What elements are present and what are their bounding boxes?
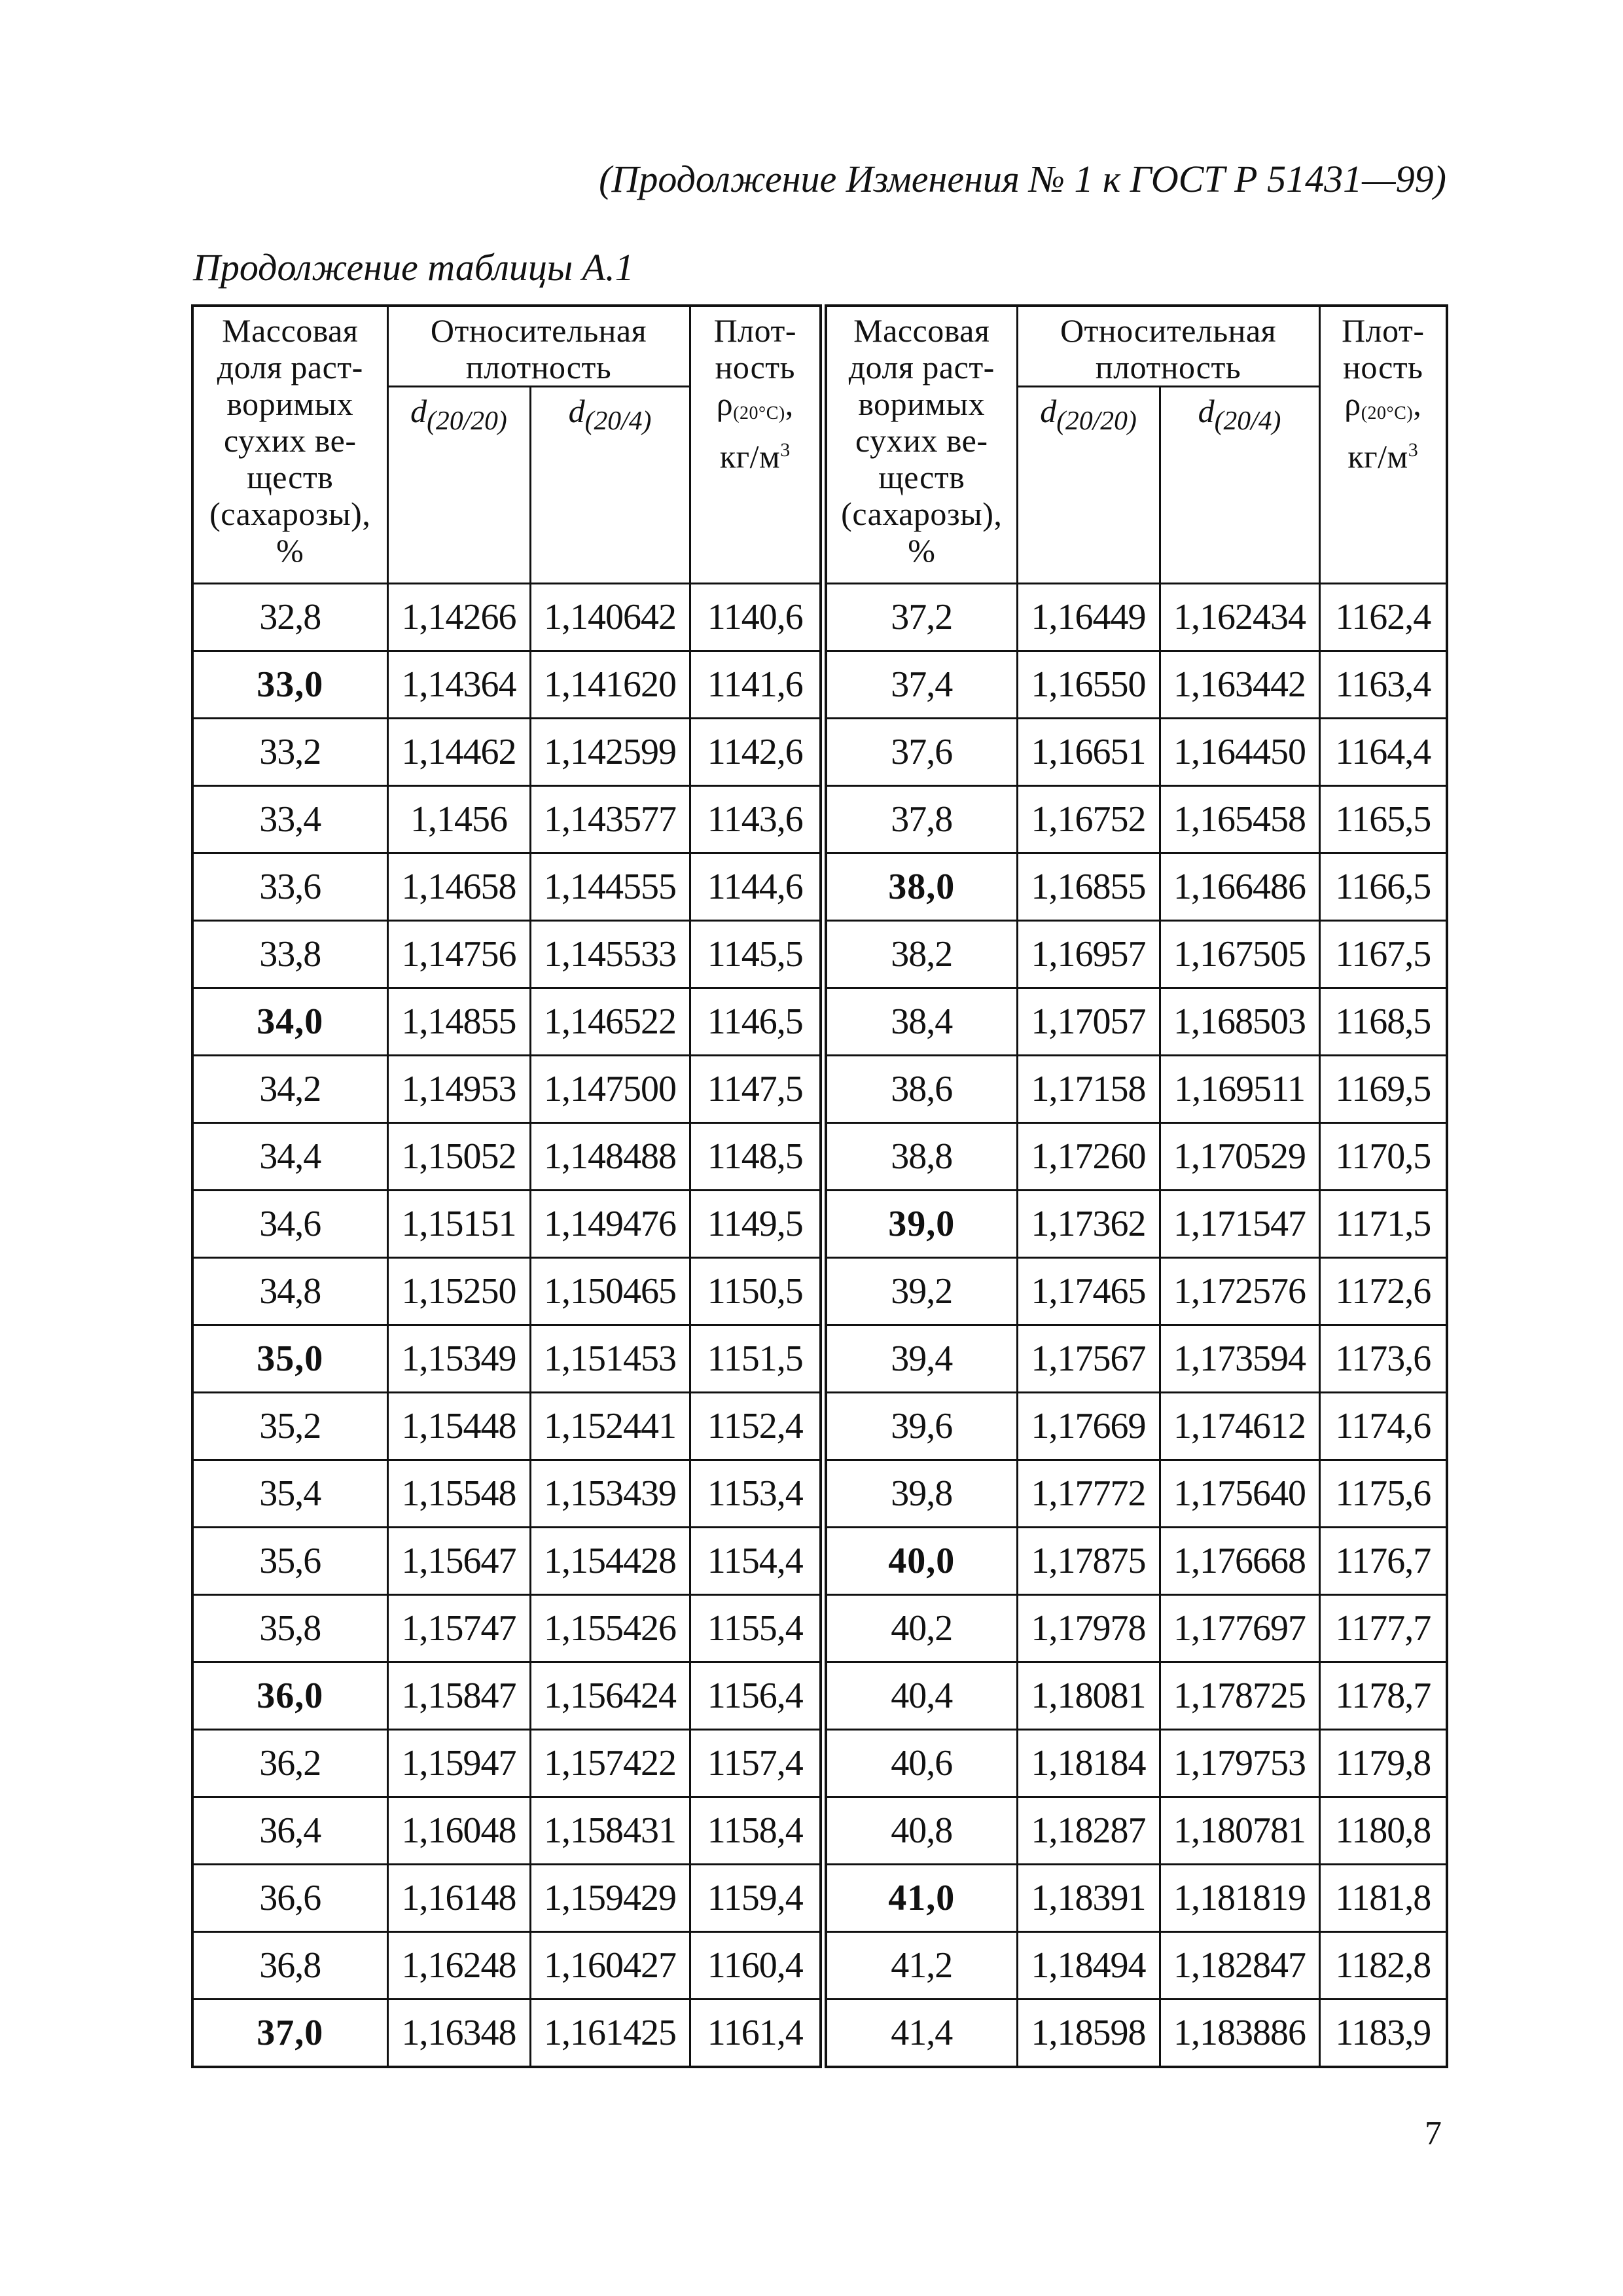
density-cell: 1172,6 (1319, 1258, 1447, 1325)
d204-cell: 1,140642 (530, 584, 690, 651)
table-row (192, 1056, 1447, 1123)
d204-cell: 1,183886 (1160, 2000, 1319, 2068)
table-row (192, 1258, 1447, 1325)
mass-fraction-cell: 34,0 (192, 988, 387, 1056)
table-row (192, 1325, 1447, 1393)
d2020-cell: 1,17772 (1017, 1460, 1160, 1528)
table-row (192, 719, 1447, 786)
density-cell: 1183,9 (1319, 2000, 1447, 2068)
mass-fraction-cell: 38,0 (823, 853, 1017, 921)
d204-cell: 1,181819 (1160, 1865, 1319, 1932)
d2020-cell: 1,15548 (387, 1460, 530, 1528)
mass-fraction-cell: 39,2 (823, 1258, 1017, 1325)
d204-cell: 1,163442 (1160, 651, 1319, 719)
density-cell: 1140,6 (690, 584, 823, 651)
rho-symbol: ρ (1344, 386, 1361, 422)
d204-subscript: (20/4) (1214, 406, 1281, 436)
d2020-cell: 1,1456 (387, 786, 530, 853)
d2020-cell: 1,14266 (387, 584, 530, 651)
mass-fraction-cell: 33,4 (192, 786, 387, 853)
mass-fraction-line: ществ (878, 459, 965, 495)
density-cell: 1155,4 (690, 1595, 823, 1662)
d204-cell: 1,177697 (1160, 1595, 1319, 1662)
d204-cell: 1,146522 (530, 988, 690, 1056)
d204-cell: 1,150465 (530, 1258, 690, 1325)
d2020-cell: 1,15448 (387, 1393, 530, 1460)
mass-fraction-cell: 39,6 (823, 1393, 1017, 1460)
d2020-cell: 1,16449 (1017, 584, 1160, 651)
d204-cell: 1,168503 (1160, 988, 1319, 1056)
density-cell: 1152,4 (690, 1393, 823, 1460)
density-cell: 1175,6 (1319, 1460, 1447, 1528)
d204-cell: 1,169511 (1160, 1056, 1319, 1123)
mass-fraction-cell: 34,8 (192, 1258, 387, 1325)
d204-subscript: (20/4) (584, 406, 652, 436)
density-cell: 1160,4 (690, 1932, 823, 2000)
d204-cell: 1,144555 (530, 853, 690, 921)
d2020-subscript: (20/20) (427, 406, 507, 436)
d204-cell: 1,167505 (1160, 921, 1319, 988)
d204-cell: 1,153439 (530, 1460, 690, 1528)
mass-fraction-cell: 36,2 (192, 1730, 387, 1797)
d2020-cell: 1,15052 (387, 1123, 530, 1191)
table-row (192, 921, 1447, 988)
table-row (192, 584, 1447, 651)
mass-fraction-cell: 38,4 (823, 988, 1017, 1056)
d204-cell: 1,157422 (530, 1730, 690, 1797)
mass-fraction-cell: 37,6 (823, 719, 1017, 786)
mass-fraction-cell: 40,4 (823, 1662, 1017, 1730)
density-cell: 1164,4 (1319, 719, 1447, 786)
d2020-cell: 1,16855 (1017, 853, 1160, 921)
table-row (192, 1797, 1447, 1865)
d2020-cell: 1,15349 (387, 1325, 530, 1393)
d204-cell: 1,155426 (530, 1595, 690, 1662)
table-row (192, 1460, 1447, 1528)
density-cell: 1177,7 (1319, 1595, 1447, 1662)
density-table (191, 304, 1448, 2068)
d204-cell: 1,162434 (1160, 584, 1319, 651)
mass-fraction-line: воримых (226, 386, 354, 422)
density-cell: 1171,5 (1319, 1191, 1447, 1258)
density-cell: 1162,4 (1319, 584, 1447, 651)
mass-fraction-cell: 35,4 (192, 1460, 387, 1528)
density-cell: 1159,4 (690, 1865, 823, 1932)
table-row (192, 1932, 1447, 2000)
d2020-cell: 1,16651 (1017, 719, 1160, 786)
density-unit (1321, 432, 1446, 475)
mass-fraction-cell: 37,8 (823, 786, 1017, 853)
density-symbol (1321, 386, 1446, 432)
mass-fraction-cell: 40,8 (823, 1797, 1017, 1865)
d204-cell: 1,176668 (1160, 1528, 1319, 1595)
d2020-cell: 1,17362 (1017, 1191, 1160, 1258)
d2020-cell: 1,15947 (387, 1730, 530, 1797)
density-line: Плот- (713, 312, 796, 349)
d204-cell: 1,156424 (530, 1662, 690, 1730)
mass-fraction-cell: 33,6 (192, 853, 387, 921)
density-cell: 1148,5 (690, 1123, 823, 1191)
table-row (192, 1528, 1447, 1595)
mass-fraction-cell: 33,8 (192, 921, 387, 988)
d2020-cell: 1,18494 (1017, 1932, 1160, 2000)
d2020-header-right (1017, 387, 1160, 584)
d2020-cell: 1,14756 (387, 921, 530, 988)
relative-density-header (387, 306, 690, 387)
density-cell: 1156,4 (690, 1662, 823, 1730)
mass-fraction-cell: 39,4 (823, 1325, 1017, 1393)
density-cell: 1176,7 (1319, 1528, 1447, 1595)
mass-fraction-line: воримых (858, 386, 986, 422)
table-row (192, 1123, 1447, 1191)
mass-fraction-line: (сахарозы), (841, 495, 1003, 532)
d204-cell: 1,161425 (530, 2000, 690, 2068)
mass-fraction-cell: 40,0 (823, 1528, 1017, 1595)
rho-symbol: ρ (716, 386, 734, 422)
d2020-cell: 1,18081 (1017, 1662, 1160, 1730)
d2020-cell: 1,17057 (1017, 988, 1160, 1056)
density-cell: 1145,5 (690, 921, 823, 988)
density-cell: 1161,4 (690, 2000, 823, 2068)
d204-cell: 1,158431 (530, 1797, 690, 1865)
d2020-cell: 1,16248 (387, 1932, 530, 2000)
density-cell: 1173,6 (1319, 1325, 1447, 1393)
mass-fraction-line: доля раст- (217, 349, 363, 386)
rho-subscript: (20°С) (1361, 403, 1414, 423)
d2020-subscript: (20/20) (1056, 406, 1137, 436)
d204-cell: 1,170529 (1160, 1123, 1319, 1191)
d2020-cell: 1,14953 (387, 1056, 530, 1123)
density-line: ность (715, 349, 795, 386)
d2020-cell: 1,14462 (387, 719, 530, 786)
d204-cell: 1,175640 (1160, 1460, 1319, 1528)
d2020-header (387, 387, 530, 584)
mass-fraction-line: доля раст- (848, 349, 995, 386)
table-row (192, 2000, 1447, 2068)
relative-density-line: плотность (1095, 349, 1241, 386)
density-cell: 1182,8 (1319, 1932, 1447, 2000)
mass-fraction-cell: 39,8 (823, 1460, 1017, 1528)
density-cell: 1169,5 (1319, 1056, 1447, 1123)
table-row (192, 1865, 1447, 1932)
mass-fraction-line: сухих ве- (855, 422, 988, 459)
table-caption: Продолжение таблицы А.1 (193, 246, 634, 289)
density-cell: 1147,5 (690, 1056, 823, 1123)
mass-fraction-cell: 36,4 (192, 1797, 387, 1865)
d2020-cell: 1,17260 (1017, 1123, 1160, 1191)
density-cell: 1151,5 (690, 1325, 823, 1393)
mass-fraction-cell: 32,8 (192, 584, 387, 651)
d2020-cell: 1,18287 (1017, 1797, 1160, 1865)
d2020-cell: 1,16148 (387, 1865, 530, 1932)
table-row (192, 786, 1447, 853)
d2020-cell: 1,18391 (1017, 1865, 1160, 1932)
mass-fraction-cell: 37,4 (823, 651, 1017, 719)
d204-cell: 1,171547 (1160, 1191, 1319, 1258)
mass-fraction-cell: 38,6 (823, 1056, 1017, 1123)
d2020-cell: 1,17978 (1017, 1595, 1160, 1662)
d2020-cell: 1,17567 (1017, 1325, 1160, 1393)
mass-fraction-cell: 33,0 (192, 651, 387, 719)
rho-unit: кг/м (719, 438, 781, 475)
relative-density-line: плотность (465, 349, 612, 386)
d204-cell: 1,148488 (530, 1123, 690, 1191)
header-row-top (192, 306, 1447, 387)
table-row (192, 1393, 1447, 1460)
mass-fraction-line: Массовая (853, 312, 990, 349)
density-cell: 1167,5 (1319, 921, 1447, 988)
mass-fraction-cell: 35,8 (192, 1595, 387, 1662)
relative-density-line: Относительная (430, 312, 647, 349)
mass-fraction-cell: 40,2 (823, 1595, 1017, 1662)
density-cell: 1144,6 (690, 853, 823, 921)
table-row (192, 1191, 1447, 1258)
running-head: (Продолжение Изменения № 1 к ГОСТ Р 51431—99) (599, 158, 1446, 200)
rho-unit-power: 3 (1408, 439, 1419, 461)
density-cell: 1157,4 (690, 1730, 823, 1797)
d2020-cell: 1,15151 (387, 1191, 530, 1258)
d2020-cell: 1,16348 (387, 2000, 530, 2068)
mass-fraction-cell: 38,2 (823, 921, 1017, 988)
mass-fraction-cell: 36,8 (192, 1932, 387, 2000)
density-cell: 1150,5 (690, 1258, 823, 1325)
mass-fraction-line: Массовая (222, 312, 359, 349)
d204-cell: 1,159429 (530, 1865, 690, 1932)
density-unit (691, 432, 820, 475)
density-cell: 1142,6 (690, 719, 823, 786)
mass-fraction-cell: 41,4 (823, 2000, 1017, 2068)
mass-fraction-cell: 41,2 (823, 1932, 1017, 2000)
d204-cell: 1,164450 (1160, 719, 1319, 786)
d204-cell: 1,160427 (530, 1932, 690, 2000)
table-header (192, 306, 1447, 584)
d204-cell: 1,178725 (1160, 1662, 1319, 1730)
d2020-cell: 1,18184 (1017, 1730, 1160, 1797)
d204-cell: 1,180781 (1160, 1797, 1319, 1865)
table-row (192, 1595, 1447, 1662)
density-cell: 1146,5 (690, 988, 823, 1056)
density-cell: 1180,8 (1319, 1797, 1447, 1865)
table-row (192, 988, 1447, 1056)
density-header-right (1319, 306, 1447, 584)
d-symbol: d (1198, 393, 1215, 429)
d204-cell: 1,179753 (1160, 1730, 1319, 1797)
mass-fraction-cell: 33,2 (192, 719, 387, 786)
density-cell: 1158,4 (690, 1797, 823, 1865)
table-row (192, 1662, 1447, 1730)
density-cell: 1154,4 (690, 1528, 823, 1595)
d2020-cell: 1,14364 (387, 651, 530, 719)
mass-fraction-cell: 35,0 (192, 1325, 387, 1393)
density-cell: 1179,8 (1319, 1730, 1447, 1797)
density-cell: 1165,5 (1319, 786, 1447, 853)
rho-unit: кг/м (1347, 438, 1408, 475)
mass-fraction-cell: 36,6 (192, 1865, 387, 1932)
d204-cell: 1,174612 (1160, 1393, 1319, 1460)
density-symbol (691, 386, 820, 432)
rho-comma: , (785, 386, 794, 422)
d204-cell: 1,143577 (530, 786, 690, 853)
page-number: 7 (1425, 2115, 1442, 2152)
table-row (192, 651, 1447, 719)
mass-fraction-line: (сахарозы), (209, 495, 371, 532)
mass-fraction-header-right (823, 306, 1017, 584)
d204-cell: 1,173594 (1160, 1325, 1319, 1393)
density-cell: 1163,4 (1319, 651, 1447, 719)
density-line: Плот- (1342, 312, 1425, 349)
d204-header (530, 387, 690, 584)
table-row (192, 853, 1447, 921)
d204-cell: 1,154428 (530, 1528, 690, 1595)
d2020-cell: 1,14855 (387, 988, 530, 1056)
mass-fraction-line: ществ (247, 459, 334, 495)
density-cell: 1181,8 (1319, 1865, 1447, 1932)
d2020-cell: 1,15847 (387, 1662, 530, 1730)
mass-fraction-cell: 37,0 (192, 2000, 387, 2068)
d2020-cell: 1,14658 (387, 853, 530, 921)
d2020-cell: 1,17158 (1017, 1056, 1160, 1123)
d2020-cell: 1,18598 (1017, 2000, 1160, 2068)
mass-fraction-cell: 34,6 (192, 1191, 387, 1258)
density-cell: 1166,5 (1319, 853, 1447, 921)
mass-fraction-cell: 37,2 (823, 584, 1017, 651)
density-cell: 1170,5 (1319, 1123, 1447, 1191)
d204-cell: 1,142599 (530, 719, 690, 786)
relative-density-header-right (1017, 306, 1319, 387)
d2020-cell: 1,17875 (1017, 1528, 1160, 1595)
d2020-cell: 1,15747 (387, 1595, 530, 1662)
mass-fraction-line: % (908, 532, 936, 569)
d2020-cell: 1,16048 (387, 1797, 530, 1865)
mass-fraction-cell: 35,2 (192, 1393, 387, 1460)
mass-fraction-line: % (276, 532, 304, 569)
d-symbol: d (410, 393, 427, 429)
rho-subscript: (20°С) (733, 403, 785, 423)
density-header (690, 306, 823, 584)
mass-fraction-cell: 36,0 (192, 1662, 387, 1730)
mass-fraction-cell: 39,0 (823, 1191, 1017, 1258)
table-row (192, 1730, 1447, 1797)
d2020-cell: 1,17669 (1017, 1393, 1160, 1460)
d204-cell: 1,182847 (1160, 1932, 1319, 2000)
d204-cell: 1,165458 (1160, 786, 1319, 853)
density-cell: 1178,7 (1319, 1662, 1447, 1730)
d204-cell: 1,147500 (530, 1056, 690, 1123)
density-line: ность (1343, 349, 1423, 386)
relative-density-line: Относительная (1060, 312, 1277, 349)
d204-cell: 1,141620 (530, 651, 690, 719)
d204-cell: 1,149476 (530, 1191, 690, 1258)
d204-cell: 1,151453 (530, 1325, 690, 1393)
density-cell: 1174,6 (1319, 1393, 1447, 1460)
mass-fraction-cell: 34,2 (192, 1056, 387, 1123)
d204-cell: 1,166486 (1160, 853, 1319, 921)
density-cell: 1168,5 (1319, 988, 1447, 1056)
d2020-cell: 1,15250 (387, 1258, 530, 1325)
table-body (192, 584, 1447, 2068)
density-cell: 1141,6 (690, 651, 823, 719)
d204-header-right (1160, 387, 1319, 584)
mass-fraction-cell: 41,0 (823, 1865, 1017, 1932)
density-cell: 1143,6 (690, 786, 823, 853)
d2020-cell: 1,16550 (1017, 651, 1160, 719)
d2020-cell: 1,16752 (1017, 786, 1160, 853)
rho-comma: , (1413, 386, 1422, 422)
density-cell: 1149,5 (690, 1191, 823, 1258)
mass-fraction-cell: 38,8 (823, 1123, 1017, 1191)
d2020-cell: 1,16957 (1017, 921, 1160, 988)
d2020-cell: 1,17465 (1017, 1258, 1160, 1325)
rho-unit-power: 3 (780, 439, 791, 461)
d204-cell: 1,172576 (1160, 1258, 1319, 1325)
d-symbol: d (568, 393, 585, 429)
d204-cell: 1,152441 (530, 1393, 690, 1460)
mass-fraction-header (192, 306, 387, 584)
mass-fraction-cell: 35,6 (192, 1528, 387, 1595)
mass-fraction-cell: 40,6 (823, 1730, 1017, 1797)
d2020-cell: 1,15647 (387, 1528, 530, 1595)
density-cell: 1153,4 (690, 1460, 823, 1528)
mass-fraction-line: сухих ве- (224, 422, 357, 459)
mass-fraction-cell: 34,4 (192, 1123, 387, 1191)
d-symbol: d (1040, 393, 1057, 429)
d204-cell: 1,145533 (530, 921, 690, 988)
